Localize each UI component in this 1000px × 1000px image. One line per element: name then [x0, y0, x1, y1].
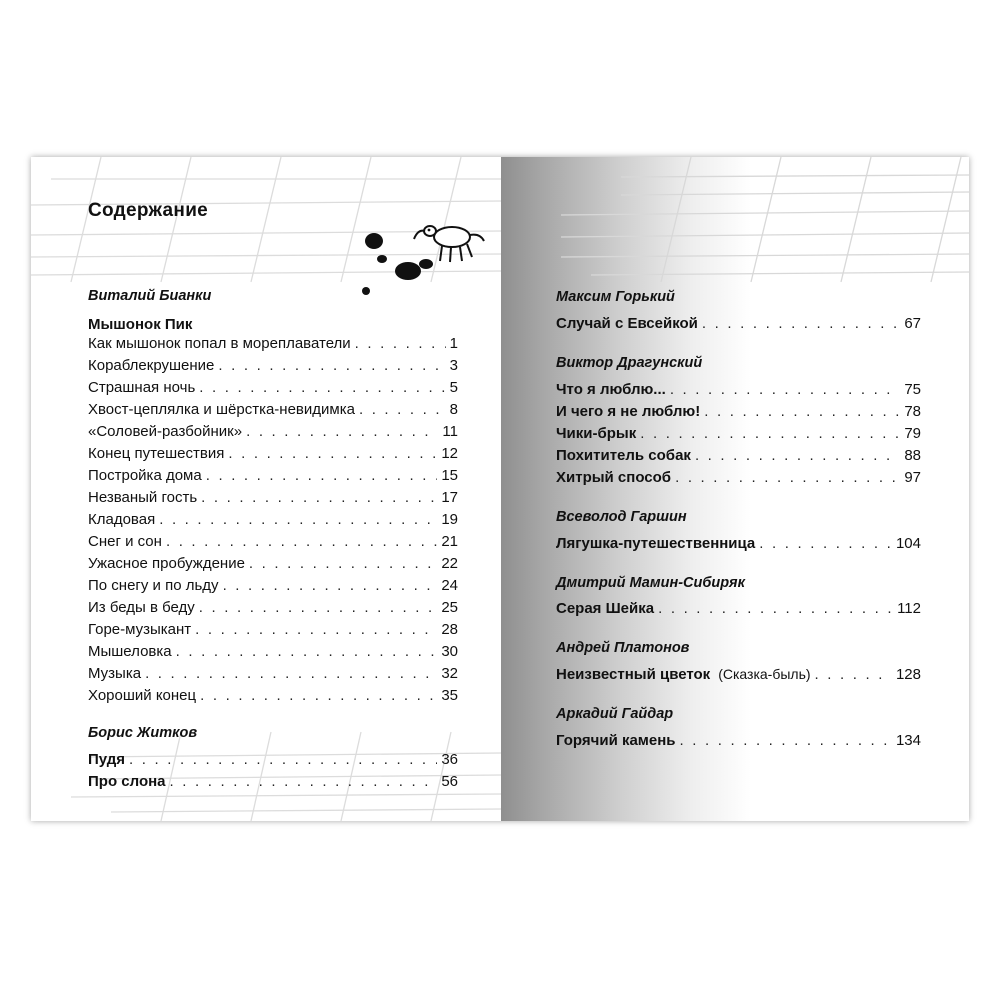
page-number: 32	[441, 665, 458, 682]
author-name: Максим Горький	[556, 289, 675, 305]
entry-title: Из беды в беду	[88, 599, 195, 616]
page-number: 36	[441, 751, 458, 768]
leader-dots	[228, 445, 437, 462]
toc-entry[interactable]	[556, 381, 921, 403]
leader-dots	[704, 403, 900, 420]
toc-entry[interactable]	[88, 423, 458, 445]
entry-title: Случай с Евсейкой	[556, 315, 698, 332]
toc-entry[interactable]	[88, 687, 458, 709]
entry-title: Незваный гость	[88, 489, 198, 506]
toc-entry[interactable]	[88, 643, 458, 665]
page-number: 8	[449, 401, 458, 418]
leader-dots	[680, 732, 892, 749]
entry-title: «Соловей-разбойник»	[88, 423, 243, 440]
toc-entry[interactable]	[88, 665, 458, 687]
toc-entry[interactable]	[556, 447, 921, 469]
page-number: 75	[904, 381, 921, 398]
leader-dots	[218, 357, 445, 374]
leader-dots	[159, 511, 437, 528]
leader-dots	[640, 425, 900, 442]
entry-title: Кораблекрушение	[88, 357, 215, 374]
author-name: Всеволод Гаршин	[556, 509, 687, 525]
page-number: 17	[441, 489, 458, 506]
entry-title: Неизвестный цветок	[556, 666, 711, 683]
toc-entry[interactable]	[556, 732, 921, 754]
page-number: 97	[904, 469, 921, 486]
entry-title: Кладовая	[88, 511, 156, 528]
leader-dots	[199, 599, 438, 616]
toc-entry[interactable]	[88, 511, 458, 533]
page-number: 104	[895, 535, 921, 552]
leader-dots	[223, 577, 438, 594]
page-number: 1	[449, 335, 458, 352]
entry-title: Горячий камень	[556, 732, 676, 749]
author-name: Дмитрий Мамин-Сибиряк	[556, 575, 745, 591]
page-number: 25	[441, 599, 458, 616]
leader-dots	[355, 335, 446, 352]
right-page	[501, 157, 969, 821]
author-name: Аркадий Гайдар	[556, 706, 674, 722]
toc-entry[interactable]	[88, 599, 458, 621]
leader-dots	[695, 447, 900, 464]
left-page	[31, 157, 501, 821]
toc-entry[interactable]	[88, 401, 458, 423]
leader-dots	[359, 401, 446, 418]
entry-title: Конец путешествия	[88, 445, 225, 462]
leader-dots	[166, 533, 437, 550]
page-number: 19	[441, 511, 458, 528]
entry-title: По снегу и по льду	[88, 577, 219, 594]
entry-title: Горе-музыкант	[88, 621, 192, 638]
page-number: 11	[442, 423, 458, 440]
page-number: 30	[441, 643, 458, 660]
leader-dots	[658, 600, 893, 617]
toc-entry[interactable]	[88, 751, 458, 773]
page-number: 112	[897, 600, 921, 617]
toc-entry[interactable]	[88, 489, 458, 511]
entry-title: Как мышонок попал в мореплаватели	[88, 335, 351, 352]
entry-title: Музыка	[88, 665, 142, 682]
entry-title: Мышеловка	[88, 643, 172, 660]
page-number: 79	[904, 425, 921, 442]
toc-entry[interactable]	[556, 666, 921, 688]
leader-dots	[176, 643, 438, 660]
leader-dots	[199, 379, 445, 396]
page-number: 35	[441, 687, 458, 704]
entry-note: (Сказка-быль)	[718, 666, 811, 682]
entry-title: Серая Шейка	[556, 600, 655, 617]
page-number: 88	[904, 447, 921, 464]
entry-title: Хороший конец	[88, 687, 197, 704]
leader-dots	[249, 555, 437, 572]
toc-entry[interactable]	[556, 425, 921, 447]
entry-title: Что я люблю...	[556, 381, 666, 398]
toc-entry[interactable]	[556, 403, 921, 425]
entry-title: Похититель собак	[556, 447, 691, 464]
entry-title: Страшная ночь	[88, 379, 196, 396]
leader-dots	[201, 489, 437, 506]
entry-title: Лягушка-путешественница	[556, 535, 756, 552]
leader-dots	[675, 469, 900, 486]
page-number: 67	[904, 315, 921, 332]
leader-dots	[246, 423, 438, 440]
entry-title: И чего я не люблю!	[556, 403, 701, 420]
book-spread	[31, 157, 969, 821]
leader-dots	[815, 666, 892, 683]
page-title: Содержание	[88, 200, 209, 221]
leader-dots	[145, 665, 437, 682]
author-name: Андрей Платонов	[556, 640, 690, 656]
leader-dots	[759, 535, 892, 552]
leader-dots	[129, 751, 437, 768]
toc-entry[interactable]	[88, 335, 458, 357]
page-number: 78	[904, 403, 921, 420]
page-number: 12	[441, 445, 458, 462]
author-name: Виталий Бианки	[88, 288, 212, 304]
page-number: 134	[895, 732, 921, 749]
toc-entry[interactable]	[88, 357, 458, 379]
entry-title: Чики-брык	[556, 425, 637, 442]
author-name: Виктор Драгунский	[556, 355, 703, 371]
entry-title: Постройка дома	[88, 467, 202, 484]
page-number: 28	[441, 621, 458, 638]
toc-entry[interactable]	[88, 773, 458, 795]
toc-entry[interactable]	[556, 469, 921, 491]
entry-title: Снег и сон	[88, 533, 162, 550]
page-number: 21	[441, 533, 458, 550]
page-number: 56	[441, 773, 458, 790]
toc-entry[interactable]	[88, 621, 458, 643]
toc-entry[interactable]	[88, 379, 458, 401]
leader-dots	[200, 687, 437, 704]
toc-entry[interactable]	[556, 600, 921, 622]
toc-entry[interactable]	[88, 467, 458, 489]
section-title: Мышонок Пик	[88, 316, 193, 333]
page-number: 15	[441, 467, 458, 484]
entry-title: Пудя	[88, 751, 126, 768]
page-number: 5	[449, 379, 458, 396]
toc-entry[interactable]	[88, 445, 458, 467]
leader-dots	[670, 381, 901, 398]
page-number: 3	[449, 357, 458, 374]
leader-dots	[206, 467, 438, 484]
page-number: 128	[895, 666, 921, 683]
leader-dots	[170, 773, 438, 790]
leader-dots	[702, 315, 900, 332]
toc-entry[interactable]	[556, 535, 921, 557]
entry-title: Про слона	[88, 773, 166, 790]
entry-title: Хвост-цеплялка и шёрстка-невидимка	[88, 401, 355, 418]
entry-title: Хитрый способ	[556, 469, 672, 486]
page-number: 22	[441, 555, 458, 572]
mouse-doodle-icon	[356, 219, 486, 299]
toc-entry[interactable]	[556, 315, 921, 337]
entry-title: Ужасное пробуждение	[88, 555, 245, 572]
leader-dots	[195, 621, 437, 638]
page-number: 24	[441, 577, 458, 594]
toc-entry[interactable]	[88, 533, 458, 555]
toc-entry[interactable]	[88, 577, 458, 599]
author-name: Борис Житков	[88, 725, 198, 741]
toc-entry[interactable]	[88, 555, 458, 577]
